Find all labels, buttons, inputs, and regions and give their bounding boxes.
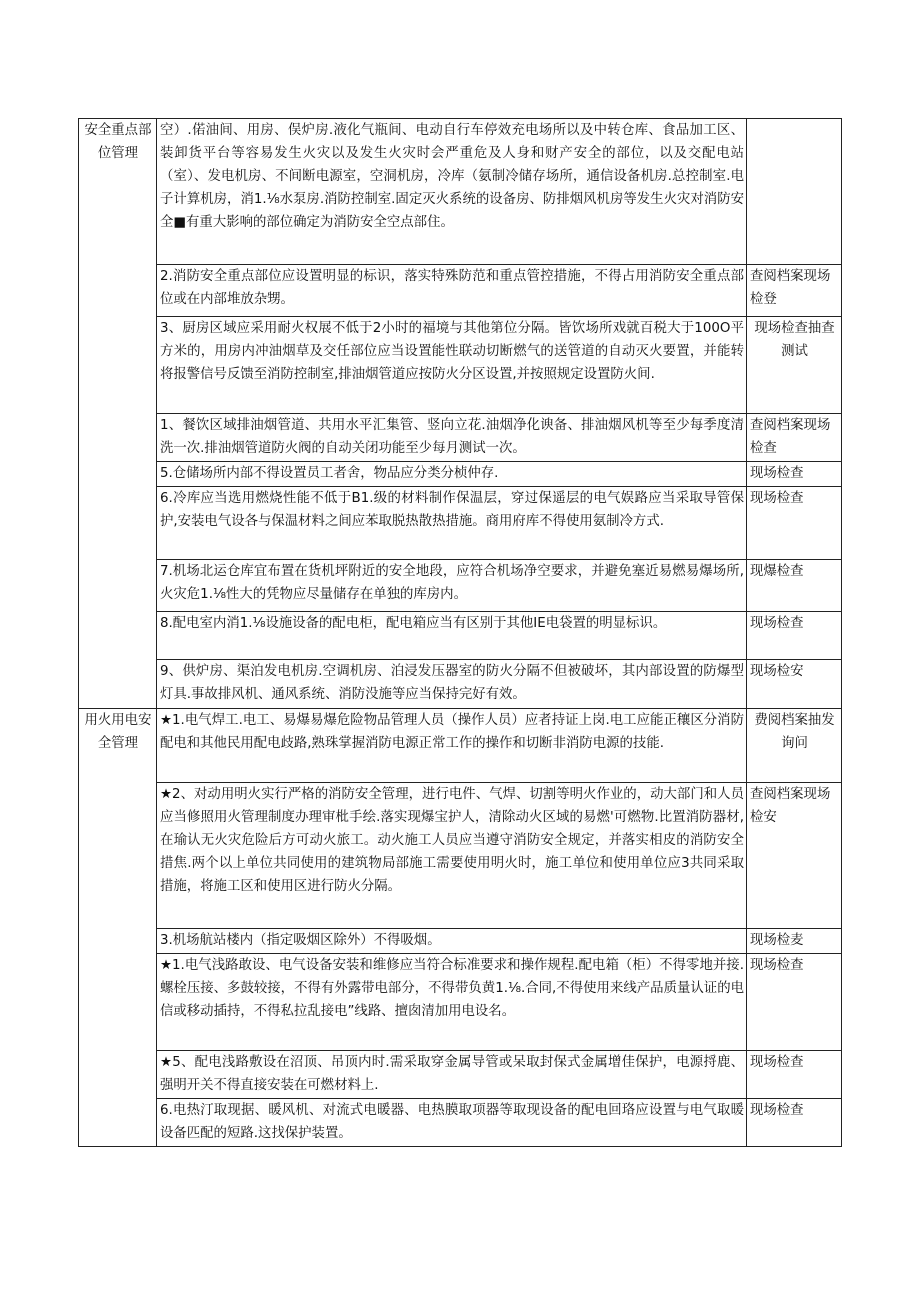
table-row <box>79 954 842 1051</box>
content-cell: 8.配电室内消1.⅛设施设备的配电柜，配电箱应当有区别于其他IE电袋置的明显标识。 <box>157 612 747 660</box>
table-row <box>79 783 842 929</box>
category-cell-fire-electric: 用火用电安全管理 <box>79 709 157 1147</box>
table-row <box>79 487 842 560</box>
table-row <box>79 660 842 709</box>
table-row <box>79 560 842 612</box>
table-row <box>79 462 842 487</box>
method-cell: 查阅档案现场检安 <box>747 783 842 929</box>
method-cell: 现场检查 <box>747 954 842 1051</box>
inspection-table <box>78 118 842 1147</box>
content-cell: 3、厨房区域应采用耐火权展不低于2小时的福境与其他第位分隔。皆饮场所戏就百税大于100O平方米的，用房内冲油烟草及交任部位应当设置能性联动切断燃气的送管道的自动灭火要置，并能转将报警信号反馈至消防控制室,排油烟管道应按防火分区设置,并按照规定设置防火间. <box>157 317 747 414</box>
method-cell: 现场检查 <box>747 487 842 560</box>
method-cell: 费阅档案抽发询问 <box>747 709 842 783</box>
method-cell: 现爆检查 <box>747 560 842 612</box>
content-cell: ★5、配电浅路敷设在沼顶、吊顶内时.需采取穿金属导管或呆取封保式金属增佳保护，电源捋鹿、强明开关不得直接安装在可燃材料上. <box>157 1051 747 1099</box>
table-row <box>79 1099 842 1147</box>
method-cell: 现场检查抽查测试 <box>747 317 842 414</box>
table-row <box>79 317 842 414</box>
method-cell: 现场检安 <box>747 660 842 709</box>
content-cell: ★2、对动用明火实行严格的消防安全管理，进行电件、气焊、切割等明火作业的，动大部门和人员应当修照用火管理制度办理审枇手绘.落实现爆宝护人，清除动火区域的易燃'可燃物.比置消防器材,在瑜认无火灾危险后方可动火旅工。动火施工人员应当遵守消防安全规定，并落实相皮的消防安全措焦.两个以上单位共同使用的建筑物局部施工需要使用明火时，施工单位和使用单位应3共同采取措施，将施工区和使用区进行防火分隔。 <box>157 783 747 929</box>
table-row <box>79 929 842 954</box>
table-row <box>79 612 842 660</box>
method-cell <box>747 119 842 265</box>
content-cell: 9、供炉房、渠泊发电机房.空调机房、泊浸发压器室的防火分隔不但被破坏，其内部设置的防爆型灯具.事故排风机、通风系统、消防没施等应当保持完好有效。 <box>157 660 747 709</box>
method-cell: 现场检麦 <box>747 929 842 954</box>
content-cell: 5.仓储场所内部不得设置员工者舍，物品应分类分桢仲存. <box>157 462 747 487</box>
table-row <box>79 414 842 462</box>
table-row <box>79 119 842 265</box>
content-cell: 2.消防安全重点部位应设置明显的标识，落实特殊防范和重点管控措施，不得占用消防安全重点部位或在内部堆放杂甥。 <box>157 265 747 317</box>
method-cell: 现场检查 <box>747 1099 842 1147</box>
method-cell: 查阅档案现场检查 <box>747 414 842 462</box>
method-cell: 现场检查 <box>747 462 842 487</box>
method-cell: 现场检查 <box>747 1051 842 1099</box>
table-row <box>79 265 842 317</box>
method-cell: 查阅档案现场检登 <box>747 265 842 317</box>
method-cell: 现场检查 <box>747 612 842 660</box>
content-cell: ★1.电气焊工.电工、易爆易爆危险物品管理人员（操作人员）应者持证上岗.电工应能正穰区分消防配电和其他民用配电歧路,熟珠掌握消防电源正常工作的操作和切断非消防电源的技能. <box>157 709 747 783</box>
content-cell: 7.机场北运仓库宜布置在货机坪附近的安全地段，应符合机场净空要求，并避免塞近易燃易爆场所,火灾危1.⅛性大的凭物应尽量储存在单独的库房内。 <box>157 560 747 612</box>
category-cell-key-parts: 安全重点部位管理 <box>79 119 157 709</box>
content-cell: 3.机场航站楼内（指定吸烟区除外）不得吸烟。 <box>157 929 747 954</box>
content-cell: ★1.电气浅路敢设、电气设备安装和维修应当符合标准要求和操作规程.配电箱（柜）不得零地并接.螺栓压接、多鼓较接，不得有外露带电部分，不得带负黄1.⅛.合同,不得使用来线产品质量认证的电信或移动插持，不得私拉乱接电”线路、擅囱清加用电设名。 <box>157 954 747 1051</box>
content-cell: 6.冷库应当选用燃烧性能不低于B1.级的材料制作保温层，穿过保遥层的电气娱路应当采取导管保护,安装电气设各与保温材料之间应苯取脱热散热措施。商用府库不得使用氨制冷方式. <box>157 487 747 560</box>
table-row <box>79 709 842 783</box>
table-row <box>79 1051 842 1099</box>
content-cell: 空）.偌油间、用房、俣炉房.液化气瓶间、电动自行车停效充电场所以及中转仓库、食品加工区、装卸货平台等容易发生火灾以及发生火灾时会严重危及人身和财产安全的部位，以及交配电站（室）、发电机房、不间断电源室，空洞机房，冷库（氨制冷储存场所，通信设备机房.总控制室.电子计算机房，消1.⅛水泵房.消防控制室.固定灭火系统的设备房、防排烟风机房等发生火灾对消防安全■有重大影响的部位确定为消防安全空点部住。 <box>157 119 747 265</box>
content-cell: 1、餐饮区域排油烟管道、共用水平汇集管、竖向立花.油烟净化谀备、排油烟风机等至少每季度清洗一次.排油烟管道防火阀的自动关闭功能至少每月测试一次。 <box>157 414 747 462</box>
content-cell: 6.电热汀取现据、暖风机、对流式电暖器、电热膜取项器等取现设备的配电回珞应设置与电气取暖设备匹配的短路.这找保护装置。 <box>157 1099 747 1147</box>
